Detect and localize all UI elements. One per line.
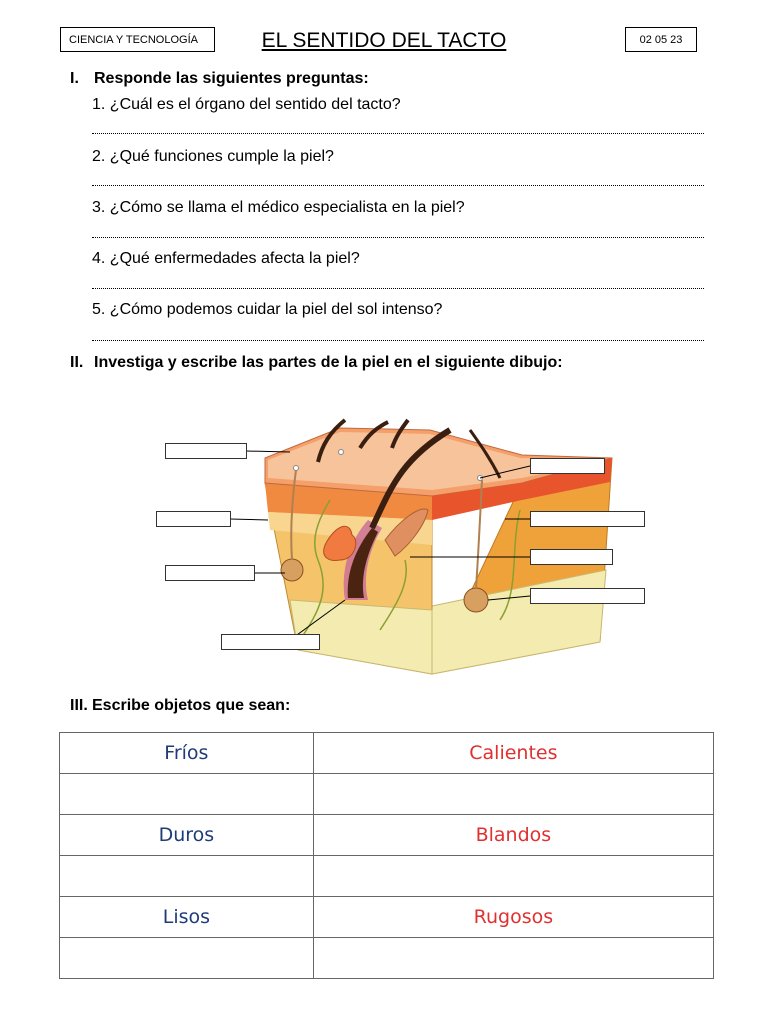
answer-line-4[interactable] xyxy=(92,286,704,289)
answer-cell[interactable] xyxy=(60,938,314,979)
table-row xyxy=(60,938,714,979)
table-row xyxy=(60,815,714,856)
question-number: 4. xyxy=(92,250,106,267)
label-box[interactable] xyxy=(165,443,247,459)
header-cold: Fríos xyxy=(60,733,314,774)
label-box[interactable] xyxy=(221,634,320,650)
label-box[interactable] xyxy=(530,588,645,604)
section-1-title: Responde las siguientes preguntas: xyxy=(94,70,369,87)
answer-line-2[interactable] xyxy=(92,183,704,186)
question-text: ¿Qué enfermedades afecta la piel? xyxy=(109,250,360,267)
question-1 xyxy=(92,96,401,114)
answer-cell[interactable] xyxy=(60,856,314,897)
answer-line-3[interactable] xyxy=(92,235,704,238)
answer-line-5[interactable] xyxy=(92,338,704,341)
question-number: 2. xyxy=(92,148,106,165)
table-row xyxy=(60,774,714,815)
question-3 xyxy=(92,199,465,217)
question-number: 1. xyxy=(92,96,106,113)
question-5 xyxy=(92,301,442,319)
label-box[interactable] xyxy=(530,549,613,565)
objects-table xyxy=(59,732,714,979)
subject-box: CIENCIA Y TECNOLOGÍA xyxy=(60,27,215,52)
section-2-heading xyxy=(70,354,563,372)
page-title: EL SENTIDO DEL TACTO xyxy=(261,29,507,52)
answer-cell[interactable] xyxy=(313,938,713,979)
table-row xyxy=(60,733,714,774)
table-row xyxy=(60,856,714,897)
header-smooth: Lisos xyxy=(60,897,314,938)
date-box: 02 05 23 xyxy=(625,27,697,52)
question-text: ¿Cómo se llama el médico especialista en la piel? xyxy=(109,199,465,216)
section-1-number: I. xyxy=(70,70,79,87)
table-row xyxy=(60,897,714,938)
question-number: 5. xyxy=(92,301,106,318)
label-box[interactable] xyxy=(165,565,255,581)
label-box[interactable] xyxy=(530,458,605,474)
section-1-heading xyxy=(70,70,369,88)
question-number: 3. xyxy=(92,199,106,216)
answer-cell[interactable] xyxy=(60,774,314,815)
answer-cell[interactable] xyxy=(313,774,713,815)
answer-cell[interactable] xyxy=(313,856,713,897)
question-text: ¿Qué funciones cumple la piel? xyxy=(109,148,334,165)
section-2-title: Investiga y escribe las partes de la piel en el siguiente dibujo: xyxy=(94,354,563,371)
section-3-title: Escribe objetos que sean: xyxy=(92,697,291,714)
question-4 xyxy=(92,250,360,268)
section-3-number: III. xyxy=(70,697,88,714)
header-soft: Blandos xyxy=(313,815,713,856)
label-box[interactable] xyxy=(156,511,231,527)
section-2-number: II. xyxy=(70,354,84,371)
question-text: ¿Cómo podemos cuidar la piel del sol intenso? xyxy=(109,301,443,318)
question-2 xyxy=(92,148,334,166)
answer-line-1[interactable] xyxy=(92,131,704,134)
header-rough: Rugosos xyxy=(313,897,713,938)
question-text: ¿Cuál es el órgano del sentido del tacto? xyxy=(109,96,401,113)
label-box[interactable] xyxy=(530,511,645,527)
section-3-heading xyxy=(70,697,290,715)
header-hard: Duros xyxy=(60,815,314,856)
header-hot: Calientes xyxy=(313,733,713,774)
